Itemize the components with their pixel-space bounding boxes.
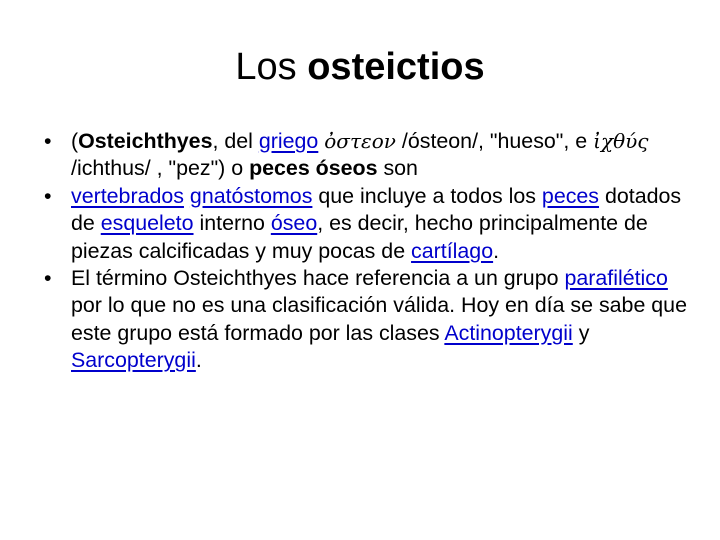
bold-text: Osteichthyes	[78, 129, 213, 153]
body-text: son	[377, 156, 418, 181]
bullet-marker: •	[44, 129, 52, 153]
body-text: dotados de	[71, 183, 682, 236]
bullet-marker: •	[44, 183, 52, 208]
body-text: .	[195, 348, 202, 373]
link-óseo[interactable]: óseo	[270, 211, 318, 236]
link-actinopterygii[interactable]: Actinopterygii	[444, 320, 573, 345]
body-text: El término Osteichthyes hace referencia a un grupo	[71, 266, 565, 291]
bullet-marker: •	[44, 266, 52, 291]
link-esqueleto[interactable]: esqueleto	[100, 211, 194, 236]
link-sarcopterygii[interactable]: Sarcopterygii	[71, 348, 196, 373]
greek-term: ὀστεον	[324, 129, 396, 153]
link-peces[interactable]: peces	[541, 183, 600, 208]
body-text: (	[71, 129, 79, 153]
body-text: /ichthus/ , "pez") o	[71, 156, 250, 181]
title-regular: Los	[235, 46, 297, 88]
body-text: /ósteon/, "hueso", e	[395, 129, 594, 153]
bullet-item-3	[44, 265, 696, 375]
link-cartílago[interactable]: cartílago	[411, 238, 494, 263]
bullet-item-2	[44, 183, 696, 265]
body-text: , del	[212, 129, 259, 153]
bold-text: peces óseos	[249, 156, 378, 181]
link-vertebrados[interactable]: vertebrados	[71, 183, 184, 208]
greek-term: ἰχθύς	[593, 129, 649, 153]
title-bold: osteictios	[307, 46, 485, 88]
body-text: interno	[193, 211, 271, 236]
body-text: , es decir, hecho principalmente de piezas calcificadas y muy pocas de	[71, 211, 648, 263]
body-text: .	[493, 238, 500, 263]
bullet-list	[44, 128, 696, 375]
slide-title	[0, 44, 720, 90]
body-text: y	[572, 320, 590, 345]
body-text: que incluye a todos los	[312, 183, 542, 208]
link-parafilético[interactable]: parafilético	[564, 266, 668, 291]
link-griego[interactable]: griego	[258, 129, 319, 153]
link-gnatóstomos[interactable]: gnatóstomos	[189, 183, 313, 208]
body-text: por lo que no es una clasificación válida. Hoy en día se sabe que este grupo está formado por las clases	[71, 293, 687, 345]
bullet-item-1	[44, 128, 696, 183]
